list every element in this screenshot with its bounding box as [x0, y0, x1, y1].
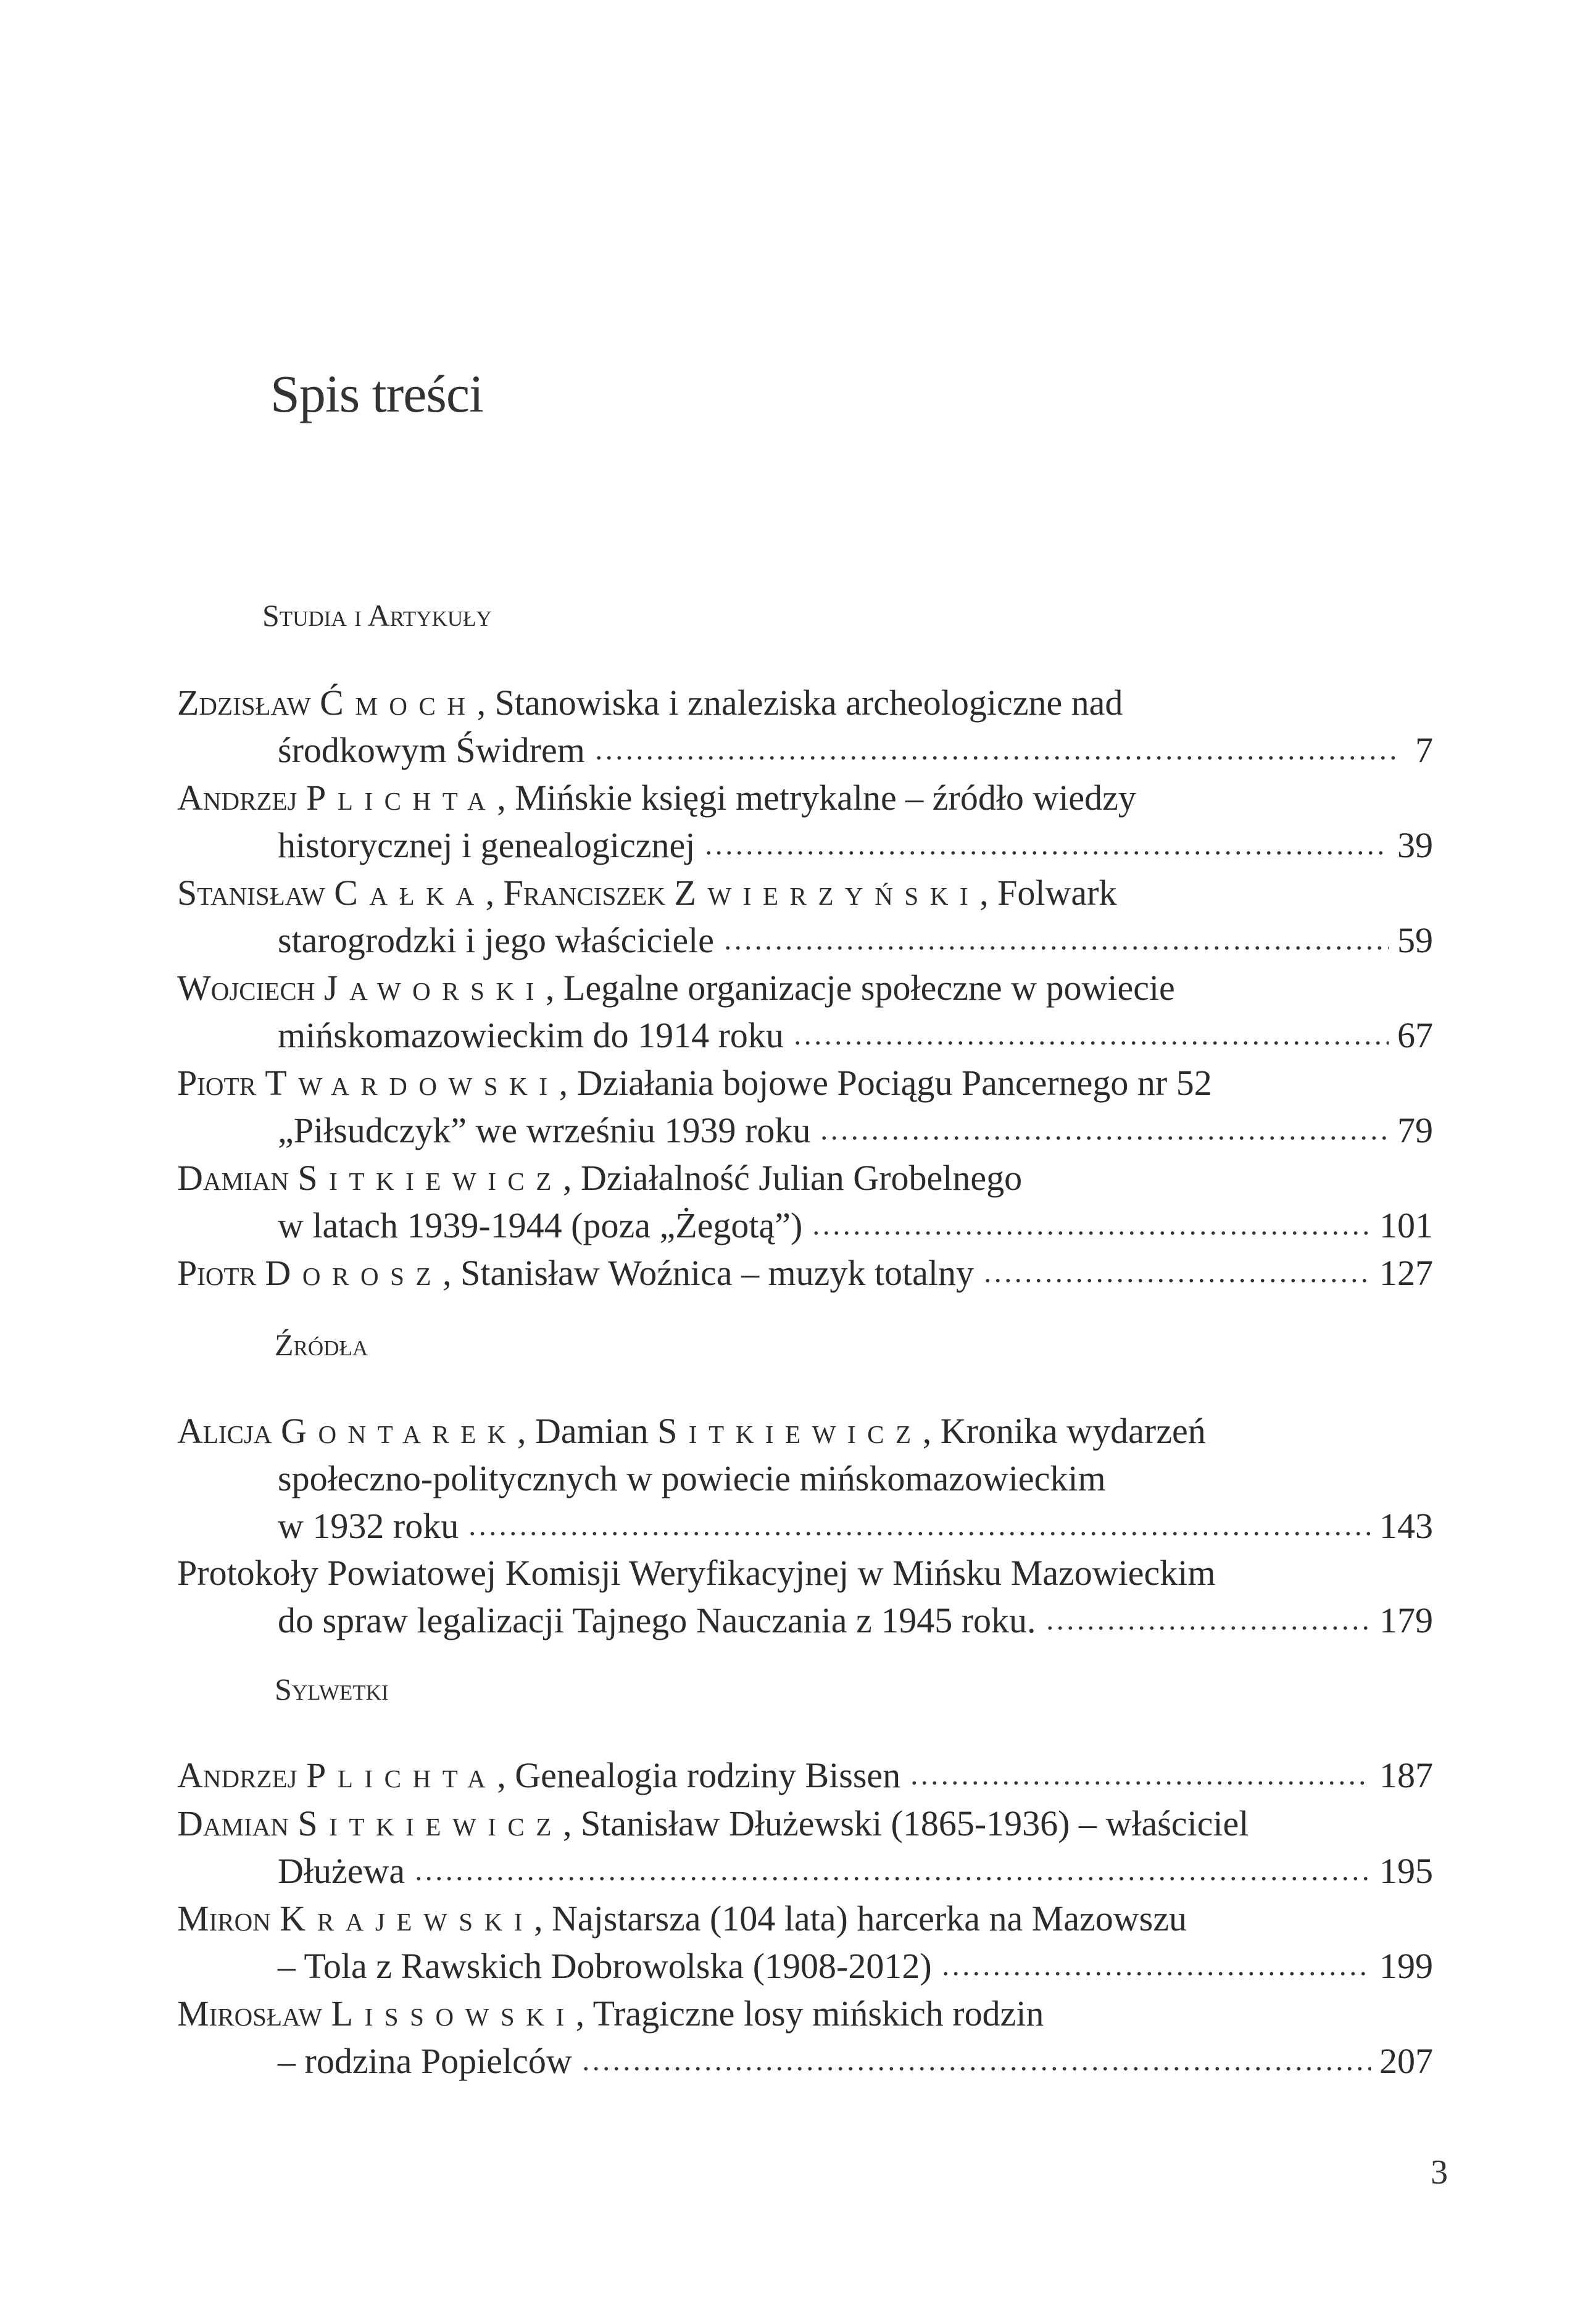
toc-entry[interactable]: Wojciech Jaworski, Legalne organizacje społeczne w powiecie mińskomazowieckim do 1914 roku 67	[177, 964, 1433, 1059]
dot-leader	[819, 1130, 1389, 1142]
entry-title-cont: do spraw legalizacji Tajnego Nauczania z 1945 roku.	[278, 1600, 1036, 1640]
toc-entry[interactable]: Mirosław Lissowski, Tragiczne losy mińskich rodzin – rodzina Popielców 207	[177, 1990, 1433, 2085]
author-first-name: Wojciech	[177, 968, 315, 1008]
entry-title: Legalne organizacje społeczne w powiecie	[563, 968, 1175, 1008]
author-last-name: Plichta	[306, 778, 497, 818]
author2-first-name: Damian	[534, 1411, 649, 1451]
entry-title: Działalność Julian Grobelnego	[580, 1158, 1023, 1198]
author2-last-name: Sitkiewicz	[657, 1411, 923, 1451]
page-number: 179	[1379, 1600, 1433, 1640]
entry-title-cont: historycznej i genealogicznej	[278, 825, 696, 865]
entry-title-cont: „Piłsudczyk” we wrześniu 1939 roku	[278, 1110, 811, 1150]
author-first-name: Miron	[177, 1898, 271, 1939]
entry-title: Najstarsza (104 lata) harcerka na Mazowszu	[551, 1898, 1187, 1939]
author-last-name: Całka	[334, 873, 486, 913]
dot-leader	[983, 1273, 1371, 1285]
entry-title: Protokoły Powiatowej Komisji Weryfikacyjnej w Mińsku Mazowieckim	[177, 1553, 1216, 1593]
toc-entry[interactable]: Andrzej Plichta, Mińskie księgi metrykalne – źródło wiedzy historycznej i genealogicznej 39	[177, 774, 1433, 869]
toc-entry[interactable]: Andrzej Plichta , Genealogia rodziny Bissen 187	[177, 1752, 1433, 1799]
author-last-name: Sitkiewicz	[297, 1158, 563, 1198]
dot-leader	[594, 750, 1400, 762]
entry-title: Tragiczne losy mińskich rodzin	[592, 1993, 1044, 2034]
entry-title: Genealogia rodziny Bissen	[515, 1755, 901, 1795]
toc-entry[interactable]: Stanisław Całka, Franciszek Zwierzyński, Folwark starogrodzki i jego właściciele 59	[177, 869, 1433, 964]
author-last-name: Twardowski	[265, 1063, 559, 1103]
page-number: 127	[1379, 1253, 1433, 1293]
author-first-name: Andrzej	[177, 1755, 297, 1795]
page-number: 79	[1397, 1110, 1433, 1150]
section-heading-studia: Studia i Artykuły	[262, 598, 492, 633]
author-first-name: Damian	[177, 1158, 289, 1198]
author-last-name: Plichta	[306, 1755, 497, 1795]
dot-leader	[704, 845, 1389, 857]
dot-leader	[1045, 1620, 1371, 1632]
entry-title-cont: – rodzina Popielców	[278, 2041, 572, 2081]
page-number: 39	[1397, 825, 1433, 865]
page-folio-number: 3	[1431, 2153, 1448, 2192]
author-first-name: Piotr	[177, 1063, 256, 1103]
author-first-name: Zdzisław	[177, 683, 311, 723]
toc-entry[interactable]: Alicja Gontarek, Damian Sitkiewicz, Kronika wydarzeń społeczno-politycznych w powiecie mińskomazowieckim w 1932 roku 143	[177, 1407, 1433, 1550]
entry-title: Stanisław Dłużewski (1865-1936) – właściciel	[580, 1803, 1249, 1843]
page-number: 101	[1379, 1205, 1433, 1245]
section-heading-zrodla: Źródła	[275, 1328, 368, 1362]
entry-title: Stanowiska i znaleziska archeologiczne nad	[494, 683, 1123, 723]
entry-title-cont: w 1932 roku	[278, 1506, 459, 1546]
author-last-name: Lissowski	[331, 1993, 576, 2034]
author-first-name: Damian	[177, 1803, 289, 1843]
dot-leader	[909, 1775, 1371, 1787]
dot-leader	[811, 1225, 1371, 1237]
author-last-name: Gontarek	[281, 1411, 517, 1451]
page-number: 199	[1379, 1946, 1433, 1986]
page-number: 7	[1415, 730, 1433, 770]
author-first-name: Piotr	[177, 1253, 256, 1293]
section-heading-sylwetki: Sylwetki	[275, 1672, 389, 1706]
toc-entry[interactable]: Miron Krajewski, Najstarsza (104 lata) harcerka na Mazowszu – Tola z Rawskich Dobrowolska (1908-2012) 199	[177, 1895, 1433, 1990]
entry-title-cont: Dłużewa	[278, 1851, 405, 1891]
author-last-name: Sitkiewicz	[297, 1803, 563, 1843]
author2-last-name: Zwierzyński	[674, 873, 980, 913]
dot-leader	[467, 1526, 1371, 1538]
author-last-name: Krajewski	[280, 1898, 534, 1939]
toc-entry[interactable]	[177, 1549, 1433, 1644]
entry-title-cont: mińskomazowieckim do 1914 roku	[278, 1015, 784, 1055]
author-first-name: Andrzej	[177, 778, 297, 818]
page-number: 67	[1397, 1015, 1433, 1055]
author-last-name: Jaworski	[323, 968, 546, 1008]
entry-title-cont: – Tola z Rawskich Dobrowolska (1908-2012)	[278, 1946, 932, 1986]
author-last-name: Dorosz	[265, 1253, 443, 1293]
entry-title: Mińskie księgi metrykalne – źródło wiedzy	[515, 778, 1136, 818]
dot-leader	[414, 1871, 1371, 1883]
dot-leader	[581, 2061, 1371, 2073]
author-first-name: Mirosław	[177, 1993, 323, 2034]
author-first-name: Stanisław	[177, 873, 325, 913]
entry-title: Folwark	[997, 873, 1117, 913]
toc-entry[interactable]: Zdzisław Ćmoch, Stanowiska i znaleziska archeologiczne nad środkowym Świdrem 7	[177, 679, 1433, 774]
page-number: 207	[1379, 2041, 1433, 2081]
entry-title-cont: w latach 1939-1944 (poza „Żegotą”)	[278, 1205, 803, 1245]
author-last-name: Ćmoch	[320, 683, 477, 723]
toc-entry[interactable]: Damian Sitkiewicz, Działalność Julian Grobelnego w latach 1939-1944 (poza „Żegotą”) 101	[177, 1154, 1433, 1249]
toc-entry[interactable]: Piotr Twardowski, Działania bojowe Pociągu Pancernego nr 52 „Piłsudczyk” we wrześniu 1939 roku 79	[177, 1059, 1433, 1154]
page-title: Spis treści	[270, 364, 483, 423]
entry-title-cont: środkowym Świdrem	[278, 730, 585, 770]
page-number: 195	[1379, 1851, 1433, 1891]
dot-leader	[941, 1966, 1371, 1978]
author2-first-name: Franciszek	[503, 873, 665, 913]
author-first-name: Alicja	[177, 1411, 272, 1451]
dot-leader	[792, 1035, 1389, 1047]
entry-title: Kronika wydarzeń	[940, 1411, 1206, 1451]
page-number: 59	[1397, 920, 1433, 960]
entry-title-cont: społeczno-politycznych w powiecie mińskomazowieckim	[278, 1458, 1106, 1498]
page-number: 143	[1379, 1506, 1433, 1546]
entry-title: Stanisław Woźnica – muzyk totalny	[460, 1253, 974, 1293]
page-number: 187	[1379, 1755, 1433, 1795]
dot-leader	[723, 940, 1389, 952]
entry-title: Działania bojowe Pociągu Pancernego nr 52	[576, 1063, 1212, 1103]
toc-entry[interactable]: Damian Sitkiewicz, Stanisław Dłużewski (1865-1936) – właściciel Dłużewa 195	[177, 1800, 1433, 1895]
toc-entry[interactable]: Piotr Dorosz , Stanisław Woźnica – muzyk totalny 127	[177, 1249, 1433, 1297]
entry-title-cont: starogrodzki i jego właściciele	[278, 920, 715, 960]
